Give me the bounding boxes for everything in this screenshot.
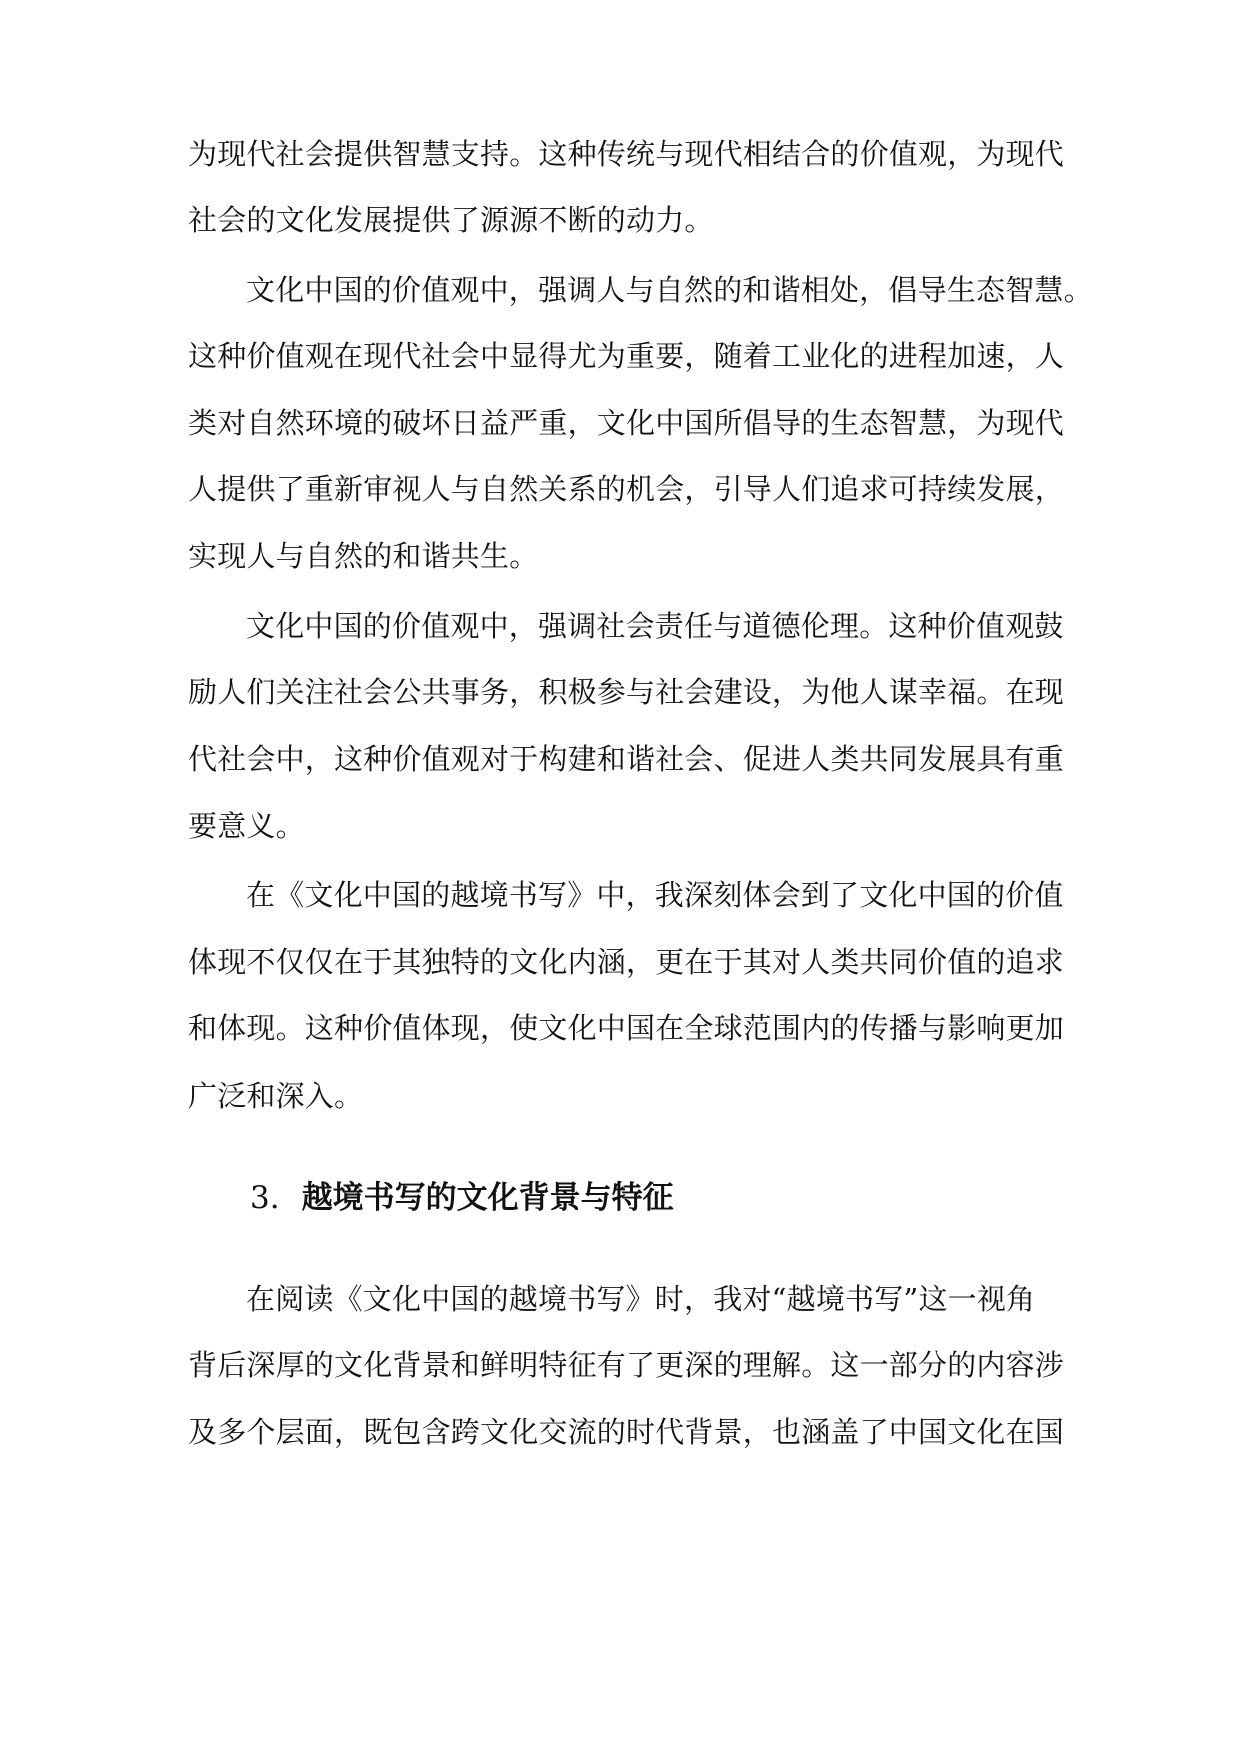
paragraph-first-line: 在《文化中国的越境书写》中，我深刻体会到了文化中国的价值	[246, 878, 1064, 912]
body-text-line: 代社会中，这种价值观对于构建和谐社会、促进人类共同发展具有重	[188, 742, 1065, 776]
body-text-line: 人提供了重新审视人与自然关系的机会，引导人们追求可持续发展，	[188, 472, 1065, 506]
section-heading	[250, 1176, 674, 1220]
body-text-line: 社会的文化发展提供了源源不断的动力。	[188, 203, 714, 237]
body-text-line: 和体现。这种价值体现，使文化中国在全球范围内的传播与影响更加	[188, 1011, 1065, 1045]
section-title: 越境书写的文化背景与特征	[301, 1180, 674, 1216]
paragraph-first-line: 文化中国的价值观中，强调人与自然的和谐相处，倡导生态智慧。	[246, 273, 1093, 307]
section-number: 3.	[250, 1180, 280, 1216]
paragraph-first-line: 文化中国的价值观中，强调社会责任与道德伦理。这种价值观鼓	[246, 609, 1064, 643]
body-text-line: 要意义。	[188, 809, 305, 843]
body-text-line: 类对自然环境的破坏日益严重，文化中国所倡导的生态智慧，为现代	[188, 406, 1065, 440]
body-text-line: 体现不仅仅在于其独特的文化内涵，更在于其对人类共同价值的追求	[188, 945, 1065, 979]
paragraph-first-line: 在阅读《文化中国的越境书写》时，我对“越境书写”这一视角	[246, 1282, 1036, 1316]
body-text-line: 实现人与自然的和谐共生。	[188, 539, 539, 573]
body-text-line: 背后深厚的文化背景和鲜明特征有了更深的理解。这一部分的内容涉	[188, 1348, 1065, 1382]
body-text-line: 这种价值观在现代社会中显得尤为重要，随着工业化的进程加速，人	[188, 339, 1065, 373]
body-text-line: 为现代社会提供智慧支持。这种传统与现代相结合的价值观，为现代	[188, 137, 1065, 171]
body-text-line: 励人们关注社会公共事务，积极参与社会建设，为他人谋幸福。在现	[188, 675, 1065, 709]
body-text-line: 广泛和深入。	[188, 1079, 364, 1113]
body-text-line: 及多个层面，既包含跨文化交流的时代背景，也涵盖了中国文化在国	[188, 1415, 1065, 1449]
